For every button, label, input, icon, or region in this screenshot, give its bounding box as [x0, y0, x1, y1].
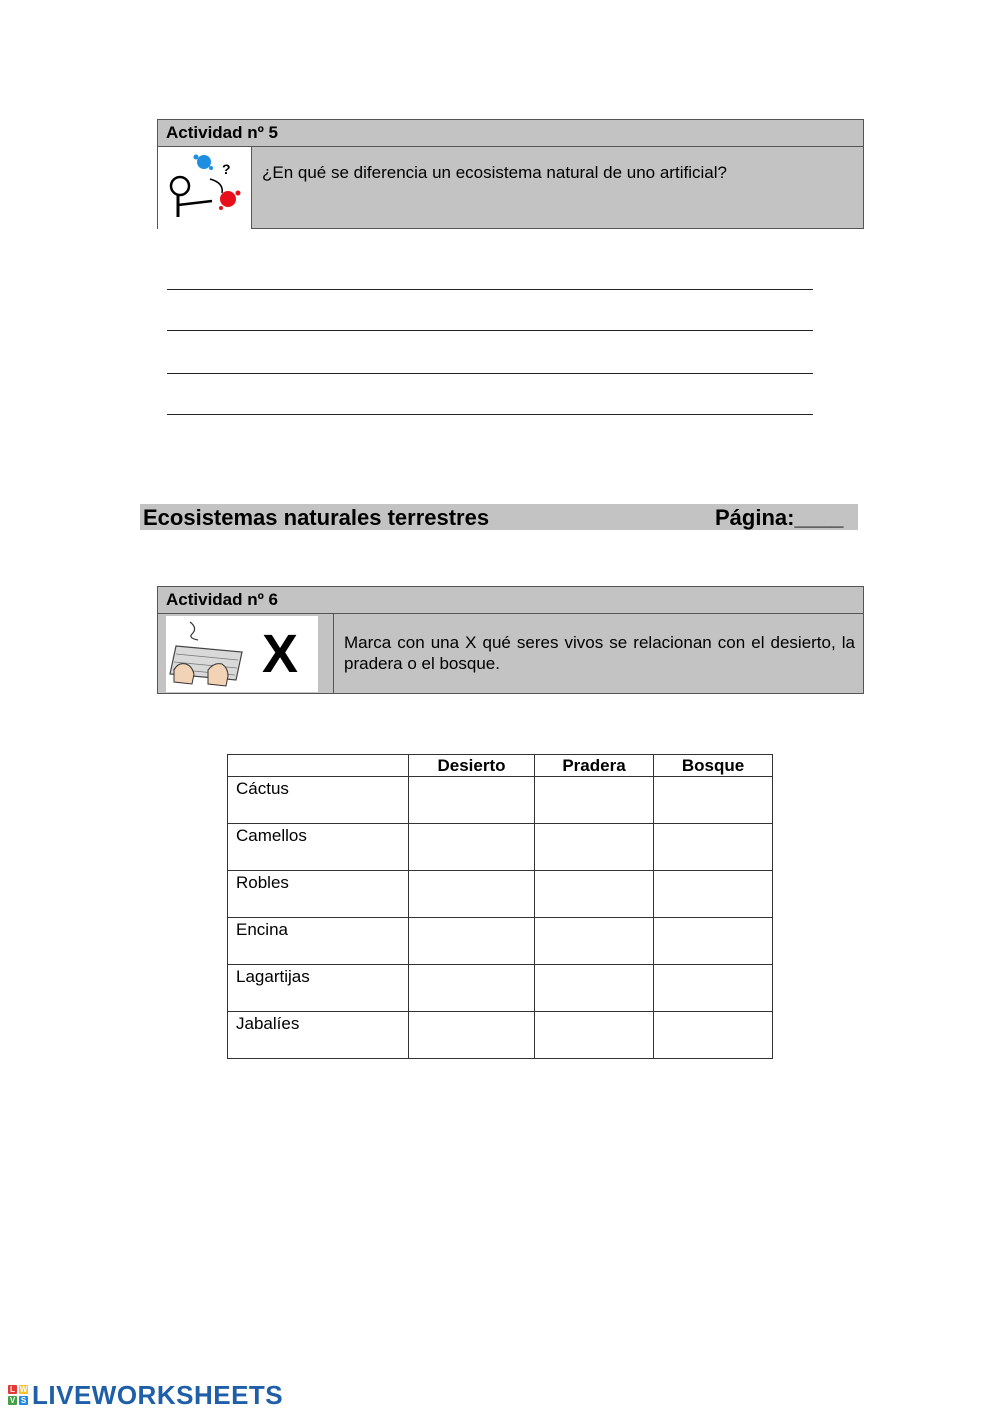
logo-letter: L — [8, 1385, 17, 1394]
answer-cell-pradera[interactable] — [535, 777, 654, 824]
answer-line[interactable] — [167, 373, 813, 374]
header-desierto: Desierto — [409, 755, 535, 777]
logo-letter: W — [19, 1385, 28, 1394]
activity-6-picture-cell — [158, 614, 334, 694]
row-label: Encina — [228, 918, 409, 965]
table-row — [228, 1012, 773, 1059]
svg-text:?: ? — [222, 161, 231, 177]
header-empty — [228, 755, 409, 777]
answer-line[interactable] — [167, 289, 813, 290]
row-label: Robles — [228, 871, 409, 918]
x-mark-icon: X — [262, 624, 299, 684]
answer-cell-pradera[interactable] — [535, 965, 654, 1012]
activity-6-title: Actividad nº 6 — [158, 587, 863, 614]
table-row — [228, 965, 773, 1012]
section-title: Ecosistemas naturales terrestres — [143, 505, 490, 530]
logo-grid-icon — [8, 1385, 28, 1405]
answer-cell-bosque[interactable] — [654, 824, 773, 871]
answer-cell-pradera[interactable] — [535, 918, 654, 965]
answer-cell-bosque[interactable] — [654, 918, 773, 965]
answer-line[interactable] — [167, 330, 813, 331]
answer-line[interactable] — [167, 414, 813, 415]
page-number-field[interactable]: Página:____ — [715, 505, 844, 530]
answer-cell-bosque[interactable] — [654, 965, 773, 1012]
header-pradera: Pradera — [535, 755, 654, 777]
brand-name: LIVEWORKSHEETS — [32, 1379, 284, 1410]
activity-5-picture — [158, 147, 252, 229]
table-row — [228, 777, 773, 824]
answer-cell-desierto[interactable] — [409, 871, 535, 918]
row-label: Camellos — [228, 824, 409, 871]
row-label: Lagartijas — [228, 965, 409, 1012]
activity-6-picture — [166, 616, 318, 692]
table-row — [228, 824, 773, 871]
header-bosque: Bosque — [654, 755, 773, 777]
activity-6-instruction: Marca con una X qué seres vivos se relacionan con el desierto, la pradera o el bosque. — [344, 633, 855, 673]
keyboard-typing-icon — [168, 618, 248, 692]
table-row — [228, 871, 773, 918]
table-row — [228, 918, 773, 965]
answer-cell-desierto[interactable] — [409, 918, 535, 965]
answer-cell-desierto[interactable] — [409, 777, 535, 824]
liveworksheets-logo[interactable] — [8, 1381, 283, 1409]
activity-5-question: ¿En qué se diferencia un ecosistema natural de uno artificial? — [262, 163, 727, 182]
answer-cell-desierto[interactable] — [409, 824, 535, 871]
answer-cell-pradera[interactable] — [535, 871, 654, 918]
activity-6-box — [157, 586, 864, 694]
person-comparing-colors-icon — [166, 149, 242, 225]
answer-cell-bosque[interactable] — [654, 777, 773, 824]
table-header-row — [228, 755, 773, 777]
section-heading-bar — [140, 504, 858, 530]
answer-cell-desierto[interactable] — [409, 965, 535, 1012]
row-label: Cáctus — [228, 777, 409, 824]
answer-cell-pradera[interactable] — [535, 1012, 654, 1059]
answer-cell-bosque[interactable] — [654, 871, 773, 918]
activity-5-box — [157, 119, 864, 229]
logo-letter: V — [9, 1396, 16, 1405]
logo-letter: S — [20, 1396, 27, 1405]
answer-cell-pradera[interactable] — [535, 824, 654, 871]
row-label: Jabalíes — [228, 1012, 409, 1059]
answer-cell-desierto[interactable] — [409, 1012, 535, 1059]
answer-cell-bosque[interactable] — [654, 1012, 773, 1059]
activity-5-title: Actividad nº 5 — [158, 120, 863, 147]
ecosystem-table — [227, 754, 773, 1059]
